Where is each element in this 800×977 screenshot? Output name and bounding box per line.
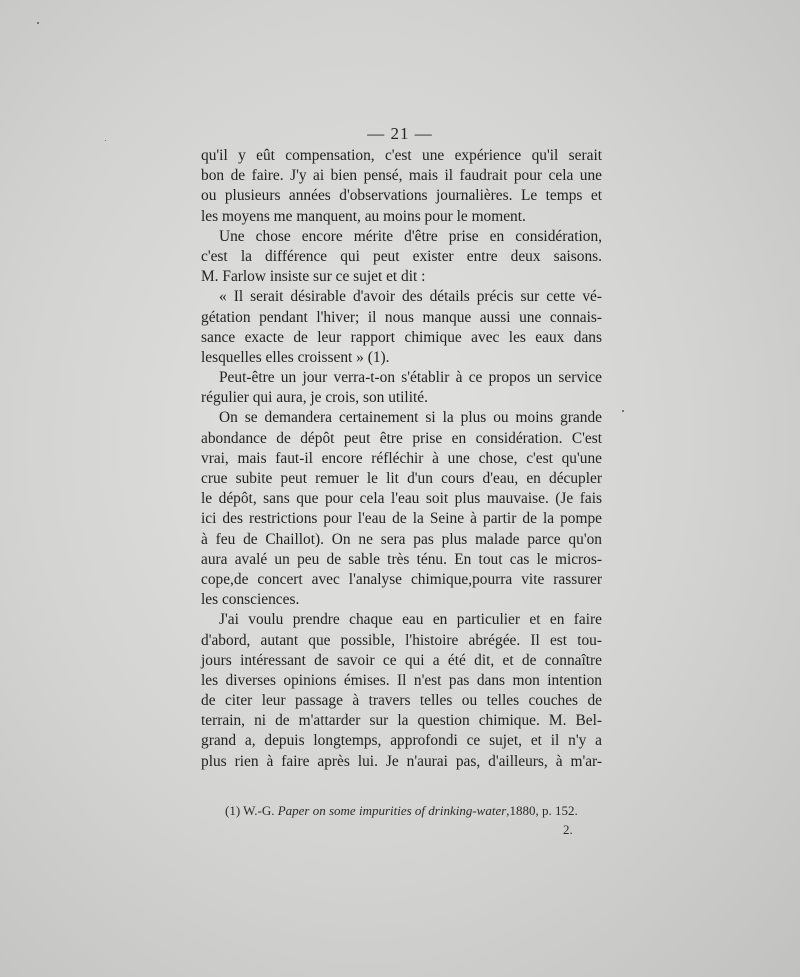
text-line: On se demandera certainement si la plus ou moins grande	[219, 409, 602, 427]
text-line: Une chose encore mérite d'être prise en considération,	[219, 227, 602, 245]
text-line: bon de faire. J'y ai bien pensé, mais il faudrait pour cela une	[201, 167, 602, 185]
paper-speck	[37, 22, 39, 24]
footnote-suffix: ,1880, p. 152.	[506, 803, 578, 818]
text-line: J'ai voulu prendre chaque eau en particulier et en faire	[219, 611, 602, 629]
text-line: à feu de Chaillot). On ne sera pas plus malade parce qu'on	[201, 530, 602, 548]
text-line: qu'il y eût compensation, c'est une expérience qu'il serait	[201, 147, 602, 164]
text-line: « Il serait désirable d'avoir des détails précis sur cette vé-	[219, 288, 602, 306]
paper-speck	[105, 140, 106, 141]
text-line: plus rien à faire après lui. Je n'aurai pas, d'ailleurs, à m'ar-	[201, 752, 602, 770]
text-line: gétation pendant l'hiver; il nous manque aussi une connais-	[201, 308, 602, 326]
text-line: de citer leur passage à travers telles ou telles couches de	[201, 692, 602, 710]
footnote-prefix: (1) W.-G.	[225, 803, 278, 818]
text-line: cope,de concert avec l'analyse chimique,pourra vite rassurer	[201, 570, 602, 588]
text-line: les diverses opinions émises. Il n'est pas dans mon intention	[201, 671, 602, 689]
text-line: ici des restrictions pour l'eau de la Seine à partir de la pompe	[201, 510, 602, 528]
text-line: terrain, ni de m'attarder sur la question chimique. M. Bel-	[201, 712, 602, 730]
body-text	[201, 146, 602, 772]
text-line: jours intéressant de savoir ce qui a été dit, et de connaître	[201, 651, 602, 669]
text-line: Peut-être un jour verra-t-on s'établir à ce propos un service	[219, 369, 602, 387]
text-line: crue subite peut remuer le lit d'un cours d'eau, en décupler	[201, 470, 602, 487]
signature-mark: 2.	[563, 822, 573, 837]
text-line: régulier qui aura, je crois, son utilité.	[201, 389, 428, 407]
text-line: d'abord, autant que possible, l'histoire abrégée. Il est tou-	[201, 631, 602, 649]
text-line: aura avalé un peu de sable très ténu. En tout cas le micros-	[201, 550, 602, 568]
text-line: M. Farlow insiste sur ce sujet et dit :	[201, 268, 426, 286]
text-line: sance exacte de leur rapport chimique avec les eaux dans	[201, 328, 602, 346]
text-line: ou plusieurs années d'observations journalières. Le temps et	[201, 187, 602, 205]
text-line: les moyens me manquent, au moins pour le moment.	[201, 207, 526, 225]
text-line: abondance de dépôt peut être prise en considération. C'est	[201, 429, 602, 447]
footnote	[225, 803, 610, 819]
text-line: c'est la différence qui peut exister entre deux saisons.	[201, 247, 602, 265]
text-line: les consciences.	[201, 591, 300, 609]
text-line: lesquelles elles croissent » (1).	[201, 348, 390, 366]
text-line: vrai, mais faut-il encore réfléchir à une chose, c'est qu'une	[201, 449, 602, 467]
page-number-header: — 21 —	[367, 124, 433, 143]
footnote-title: Paper on some impurities of drinking-water	[277, 803, 507, 818]
paper-speck	[622, 410, 624, 412]
text-line: grand a, depuis longtemps, approfondi ce sujet, et il n'y a	[201, 732, 602, 750]
text-line: le dépôt, sans que pour cela l'eau soit plus mauvaise. (Je fais	[201, 490, 602, 508]
